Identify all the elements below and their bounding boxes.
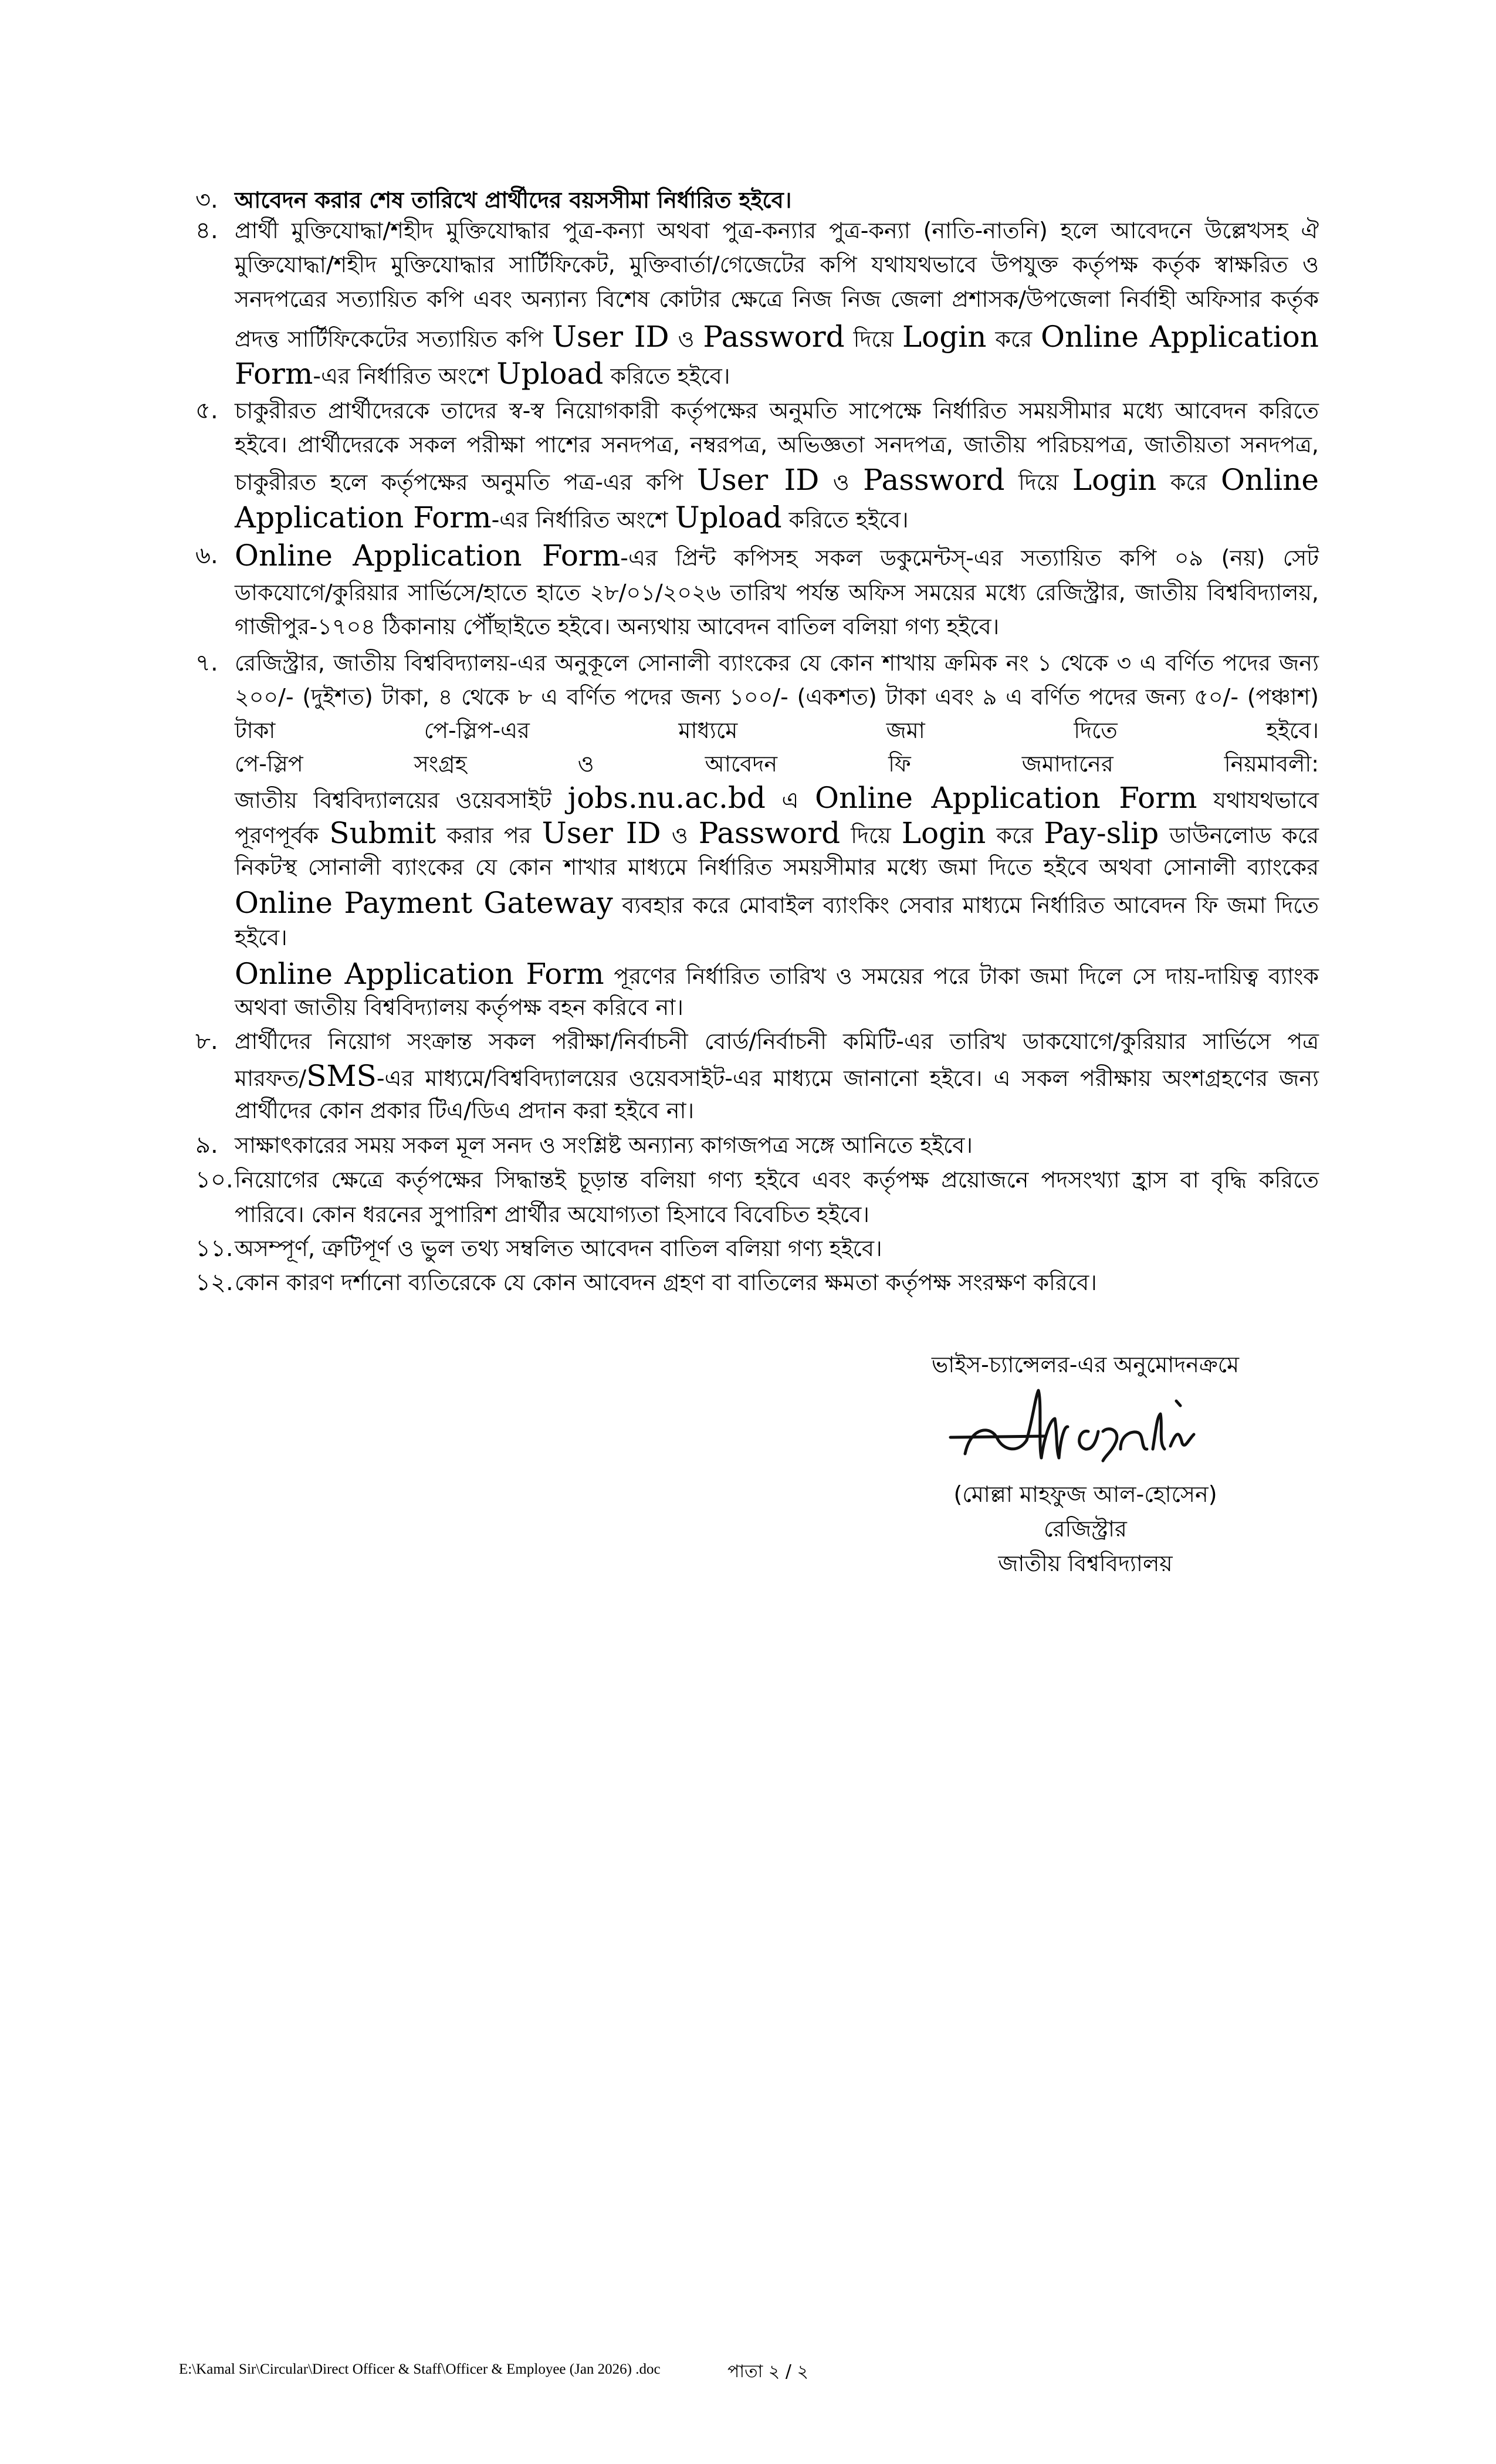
text-segment: আবেদন করার শেষ তারিখে প্রার্থীদের বয়সসীমা নির্ধারিত হইবে। (235, 187, 792, 213)
text-segment: SMS (306, 1059, 377, 1093)
text-segment: করে (1156, 469, 1221, 495)
text-segment: অসম্পূর্ণ, ত্রুটিপূর্ণ ও ভুল তথ্য সম্বলিত আবেদন বাতিল বলিয়া গণ্য হইবে। (235, 1236, 882, 1261)
text-segment: দিয়ে (1004, 469, 1072, 495)
text-segment: দিয়ে (840, 823, 902, 848)
item-number: ৯. (195, 1132, 218, 1159)
item-line (235, 957, 1319, 993)
text-segment: অথবা জাতীয় বিশ্ববিদ্যালয় কর্তৃপক্ষ বহন করিবে না। (235, 994, 683, 1020)
text-segment: গাজীপুর-১৭০৪ ঠিকানায় পৌঁছাইতে হইবে। অন্যথায় আবেদন বাতিল বলিয়া গণ্য হইবে। (235, 614, 1000, 639)
item-number: ৬. (195, 542, 218, 569)
text-segment: ডাউনলোড করে (1159, 823, 1319, 848)
text-segment: নিকটস্থ সোনালী ব্যাংকের যে কোন শাখার মাধ্যমে নির্ধারিত সময়সীমার মধ্যে জমা দিতে হইবে অথবা সোনালী ব্যাংকের (235, 854, 1319, 880)
item-number: ৪. (195, 217, 218, 244)
footer-file-path: E:\Kamal Sir\Circular\Direct Officer & Staff\Officer & Employee (Jan 2026) .doc (179, 2361, 661, 2377)
item-number: ৩. (195, 187, 218, 214)
item-line (235, 990, 1319, 1024)
text-segment: Online Application (1041, 320, 1319, 354)
text-segment: User ID (696, 463, 820, 497)
signatory-designation: রেজিস্ট্রার (1044, 1516, 1127, 1542)
item-line (235, 646, 1319, 680)
text-segment: Login (1072, 463, 1157, 497)
item-line (235, 610, 1319, 644)
item-line (235, 282, 1319, 316)
item-number: ১২. (195, 1269, 233, 1296)
text-segment: পূরণপূর্বক (235, 823, 330, 848)
text-segment: সনদপত্রের সত্যায়িত কপি এবং অন্যান্য বিশেষ কোটার ক্ষেত্রে নিজ নিজ জেলা প্রশাসক/উপজেলা নির্বাহী অফিসার কর্তৃক (235, 286, 1319, 312)
item-line (235, 1128, 1319, 1162)
text-segment: প্রার্থীদের নিয়োগ সংক্রান্ত সকল পরীক্ষা/নির্বাচনী বোর্ড/নির্বাচনী কমিটি-এর তারিখ ডাকযোগে/কুরিয়ার সার্ভিসে পত্র (235, 1028, 1319, 1054)
text-segment: টাকা পে-স্লিপ-এর মাধ্যমে জমা দিতে হইবে। (235, 717, 1319, 743)
text-segment: ও (669, 326, 703, 352)
text-segment: ও (819, 469, 864, 495)
item-line (235, 500, 1319, 537)
item-line (235, 850, 1319, 884)
text-segment: Submit (329, 816, 436, 850)
text-segment: হইবে। প্রার্থীদেরকে সকল পরীক্ষা পাশের সনদপত্র, নম্বরপত্র, অভিজ্ঞতা সনদপত্র, জাতীয় পরিচয়পত্র, জাতীয়তা সনদপত্র, (235, 432, 1319, 458)
text-segment: Upload (675, 500, 782, 534)
text-segment: -এর মাধ্যমে/বিশ্ববিদ্যালয়ের ওয়েবসাইট-এর মাধ্যমে জানানো হইবে। এ সকল পরীক্ষায় অংশগ্রহণের জন্য (376, 1065, 1319, 1091)
item-line (235, 428, 1319, 462)
text-segment: মারফত/ (235, 1065, 307, 1091)
text-segment: দিয়ে (844, 326, 902, 352)
item-line (235, 713, 1319, 747)
item-line (235, 1094, 1319, 1128)
text-segment: -এর প্রিন্ট কপিসহ সকল ডকুমেন্টস্-এর সত্যায়িত কপি ০৯ (নয়) সেট (620, 545, 1319, 571)
item-number: ৫. (195, 397, 218, 424)
footer-page-number: পাতা ২ / ২ (727, 2361, 809, 2382)
text-segment: প্রার্থীদের কোন প্রকার টিএ/ডিএ প্রদান করা হইবে না। (235, 1098, 695, 1123)
signatory-organization: জাতীয় বিশ্ববিদ্যালয় (998, 1551, 1173, 1576)
text-segment: Pay-slip (1044, 816, 1159, 850)
text-segment: ২০০/- (দুইশত) টাকা, ৪ থেকে ৮ এ বর্ণিত পদের জন্য ১০০/- (একশত) টাকা এবং ৯ এ বর্ণিত পদের জন্য ৫০/- (পঞ্চাশ) (235, 684, 1319, 710)
item-line (235, 1024, 1319, 1058)
text-segment: Application Form (235, 500, 492, 534)
text-segment: Password (698, 816, 841, 850)
item-line (235, 183, 1319, 217)
text-segment: পূরণের নির্ধারিত তারিখ ও সময়ের পরে টাকা জমা দিলে সে দায়-দায়িত্ব ব্যাংক (604, 963, 1319, 989)
item-line (235, 320, 1319, 356)
text-segment: করিতে হইবে। (781, 507, 909, 533)
item-line (235, 680, 1319, 714)
text-segment: -এর নির্ধারিত অংশে (491, 507, 675, 533)
text-segment: পে-স্লিপ সংগ্রহ ও আবেদন ফি জমাদানের নিয়মাবলী: (235, 751, 1319, 777)
text-segment: Online Payment Gateway (235, 886, 613, 920)
item-line (235, 214, 1319, 248)
text-segment: User ID (541, 816, 661, 850)
item-line (235, 248, 1319, 282)
item-line (235, 1265, 1319, 1299)
item-line (235, 463, 1319, 499)
signature-image (945, 1385, 1250, 1473)
approval-note: ভাইস-চ্যান্সেলর-এর অনুমোদনক্রমে (931, 1352, 1240, 1377)
item-line (235, 1059, 1319, 1095)
item-line (235, 1197, 1319, 1231)
text-segment: Login (901, 816, 986, 850)
item-line (235, 394, 1319, 428)
item-line (235, 886, 1319, 922)
text-segment: ডাকযোগে/কুরিয়ার সার্ভিসে/হাতে হাতে ২৮/০১/২০২৬ তারিখ পর্যন্ত অফিস সময়ের মধ্যে রেজিস্ট্রার, জাতীয় বিশ্ববিদ্যালয়, (235, 580, 1319, 605)
text-segment: Password (863, 463, 1005, 497)
text-segment: Password (703, 320, 845, 354)
text-segment: করার পর (436, 823, 542, 848)
text-segment: সাক্ষাৎকারের সময় সকল মূল সনদ ও সংশ্লিষ্ট অন্যান্য কাগজপত্র সঙ্গে আনিতে হইবে। (235, 1132, 973, 1158)
item-line (235, 747, 1319, 781)
text-segment: করে (986, 326, 1041, 352)
text-segment: Login (902, 320, 987, 354)
text-segment: User ID (551, 320, 669, 354)
item-line (235, 1231, 1319, 1265)
text-segment: পারিবে। কোন ধরনের সুপারিশ প্রার্থীর অযোগ্যতা হিসাবে বিবেচিত হইবে। (235, 1201, 869, 1227)
item-number: ৭. (195, 649, 218, 676)
text-segment: Online Application Form (235, 539, 621, 573)
text-segment: চাকুরীরত হলে কর্তৃপক্ষের অনুমতি পত্র-এর কপি (235, 469, 697, 495)
item-line (235, 357, 1319, 393)
item-number: ১০. (195, 1166, 233, 1193)
item-number: ১১. (195, 1235, 233, 1262)
text-segment: চাকুরীরত প্রার্থীদেরকে তাদের স্ব-স্ব নিয়োগকারী কর্তৃপক্ষের অনুমতি সাপেক্ষে নির্ধারিত সময়সীমার মধ্যে আবেদন করিতে (235, 398, 1319, 424)
item-number: ৮. (195, 1028, 218, 1055)
text-segment: যথাযথভাবে (1197, 787, 1319, 813)
text-segment: এ (765, 787, 815, 813)
item-line (235, 576, 1319, 610)
text-segment: করিতে হইবে। (603, 363, 730, 389)
text-segment: প্রার্থী মুক্তিযোদ্ধা/শহীদ মুক্তিযোদ্ধার পুত্র-কন্যা অথবা পুত্র-কন্যার পুত্র-কন্যা (নাতি-নাতনি) হলে আবেদনে উল্লেখসহ ঐ (235, 218, 1319, 243)
item-line (235, 920, 1319, 955)
text-segment: করে (986, 823, 1044, 848)
item-line (235, 816, 1319, 852)
item-line (235, 539, 1319, 575)
website-link-text: jobs.nu.ac.bd (567, 781, 766, 815)
text-segment: রেজিস্ট্রার, জাতীয় বিশ্ববিদ্যালয়-এর অনুকূলে সোনালী ব্যাংকের যে কোন শাখায় ক্রমিক নং ১ থেকে ৩ এ বর্ণিত পদের জন্য (235, 650, 1319, 676)
item-line (235, 781, 1319, 817)
text-segment: Upload (496, 357, 604, 391)
text-segment: ও (661, 823, 699, 848)
text-segment: নিয়োগের ক্ষেত্রে কর্তৃপক্ষের সিদ্ধান্তই চূড়ান্ত বলিয়া গণ্য হইবে এবং কর্তৃপক্ষ প্রয়োজনে পদসংখ্যা হ্রাস বা বৃদ্ধি করিতে (235, 1167, 1319, 1193)
text-segment: Online Application Form (815, 781, 1197, 815)
text-segment: -এর নির্ধারিত অংশে (313, 363, 497, 389)
text-segment: কোন কারণ দর্শানো ব্যতিরেকে যে কোন আবেদন গ্রহণ বা বাতিলের ক্ষমতা কর্তৃপক্ষ সংরক্ষণ করিবে। (235, 1270, 1097, 1295)
text-segment: জাতীয় বিশ্ববিদ্যালয়ের ওয়েবসাইট (235, 787, 568, 813)
text-segment: মুক্তিযোদ্ধা/শহীদ মুক্তিযোদ্ধার সার্টিফিকেট, মুক্তিবার্তা/গেজেটের কপি যথাযথভাবে উপযুক্ত কর্তৃপক্ষ কর্তৃক স্বাক্ষরিত ও (235, 252, 1319, 277)
item-line (235, 1163, 1319, 1197)
signatory-name: (মোল্লা মাহফুজ আল-হোসেন) (953, 1481, 1217, 1507)
text-segment: প্রদত্ত সার্টিফিকেটের সত্যায়িত কপি (235, 326, 552, 352)
text-segment: ব্যবহার করে মোবাইল ব্যাংকিং সেবার মাধ্যমে নির্ধারিত আবেদন ফি জমা দিতে (612, 892, 1319, 918)
text-segment: Online (1221, 463, 1319, 497)
text-segment: Online Application Form (235, 957, 604, 991)
text-segment: Form (235, 357, 313, 391)
text-segment: হইবে। (235, 925, 287, 950)
